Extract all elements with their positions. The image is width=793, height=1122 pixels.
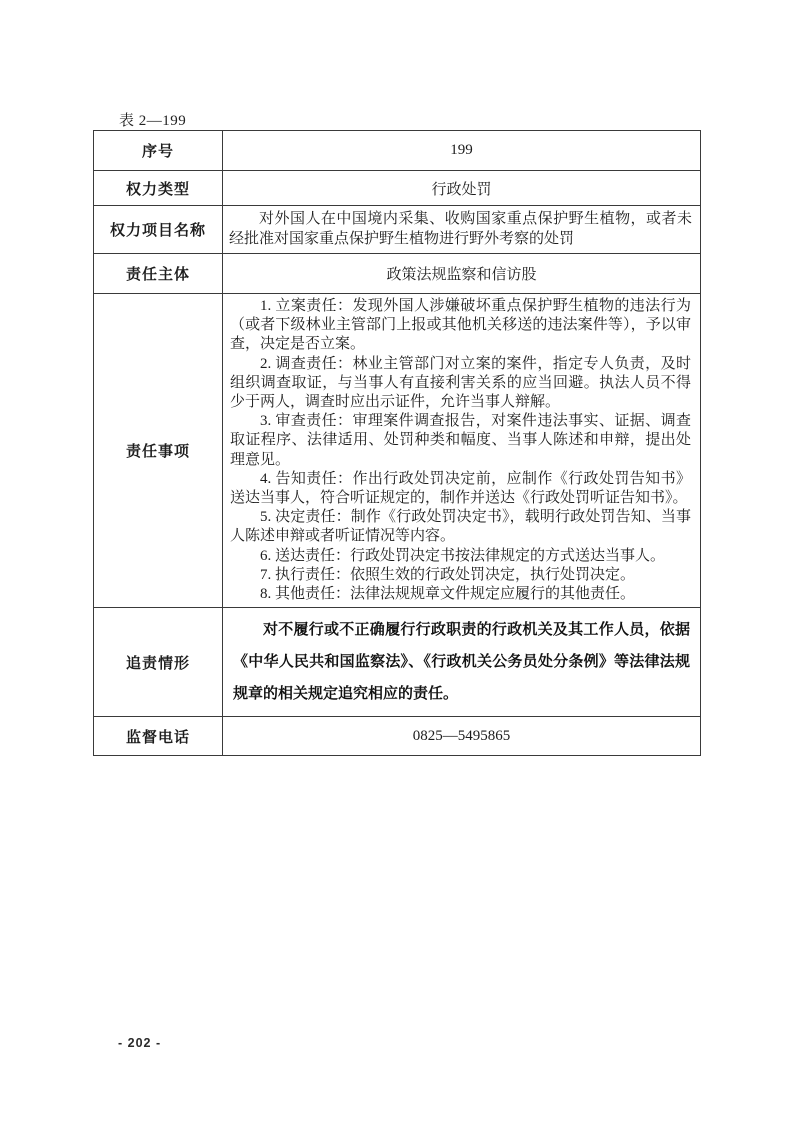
table-row-supervision-phone [94, 717, 701, 756]
page-number: - 202 - [118, 1036, 162, 1050]
duty-item: 7. 执行责任：依照生效的行政处罚决定，执行处罚决定。 [260, 566, 636, 583]
duty-item: 4. 告知责任：作出行政处罚决定前，应制作《行政处罚告知书》送达当事人，符合听证规定的，制作并送达《行政处罚听证告知书》。 [230, 470, 691, 507]
row-label-supervision-phone: 监督电话 [94, 717, 223, 756]
table-row-accountability [94, 608, 701, 717]
duty-item: 8. 其他责任：法律法规规章文件规定应履行的其他责任。 [260, 586, 636, 603]
row-value-supervision-phone: 0825—5495865 [223, 717, 701, 756]
duty-item: 5. 决定责任：制作《行政处罚决定书》，载明行政处罚告知、当事人陈述申辩或者听证情况等内容。 [230, 509, 691, 545]
table-caption: 表 2—199 [119, 113, 187, 129]
row-label-power-type: 权力类型 [94, 171, 223, 206]
row-value-serial-number: 199 [223, 131, 701, 171]
row-value-power-item-name [223, 206, 701, 254]
duty-item: 1. 立案责任：发现外国人涉嫌破坏重点保护野生植物的违法行为（或者下级林业主管部门上报或其他机关移送的违法案件等），予以审查，决定是否立案。 [230, 298, 691, 353]
row-label-serial-number: 序号 [94, 131, 223, 171]
row-label-power-item-name: 权力项目名称 [94, 206, 223, 254]
duty-item: 3. 审查责任：审理案件调查报告，对案件违法事实、证据、调查取证程序、法律适用、处罚种类和幅度、当事人陈述和申辩，提出处理意见。 [230, 413, 691, 468]
row-label-accountability: 追责情形 [94, 608, 223, 717]
row-value-duty-items [223, 294, 701, 608]
row-value-accountability [223, 608, 701, 717]
power-item-name-text: 对外国人在中国境内采集、收购国家重点保护野生植物，或者未经批准对国家重点保护野生植物进行野外考察的处罚 [229, 211, 692, 247]
table-row-serial-number [94, 131, 701, 171]
row-value-power-type: 行政处罚 [223, 171, 701, 206]
duty-item: 2. 调查责任：林业主管部门对立案的案件，指定专人负责，及时组织调查取证，与当事人有直接利害关系的应当回避。执法人员不得少于两人，调查时应出示证件，允许当事人辩解。 [230, 355, 691, 411]
table-row-responsible-subject [94, 254, 701, 294]
power-duty-table [93, 130, 701, 756]
table-row-power-type [94, 171, 701, 206]
duty-item: 6. 送达责任：行政处罚决定书按法律规定的方式送达当事人。 [260, 547, 666, 564]
table-row-duty-items [94, 294, 701, 608]
accountability-text: 对不履行或不正确履行行政职责的行政机关及其工作人员，依据《中华人民共和国监察法》、《行政机关公务员处分条例》等法律法规规章的相关规定追究相应的责任。 [233, 621, 690, 703]
row-value-responsible-subject: 政策法规监察和信访股 [223, 254, 701, 294]
row-label-duty-items: 责任事项 [94, 294, 223, 608]
row-label-responsible-subject: 责任主体 [94, 254, 223, 294]
table-row-power-item-name [94, 206, 701, 254]
